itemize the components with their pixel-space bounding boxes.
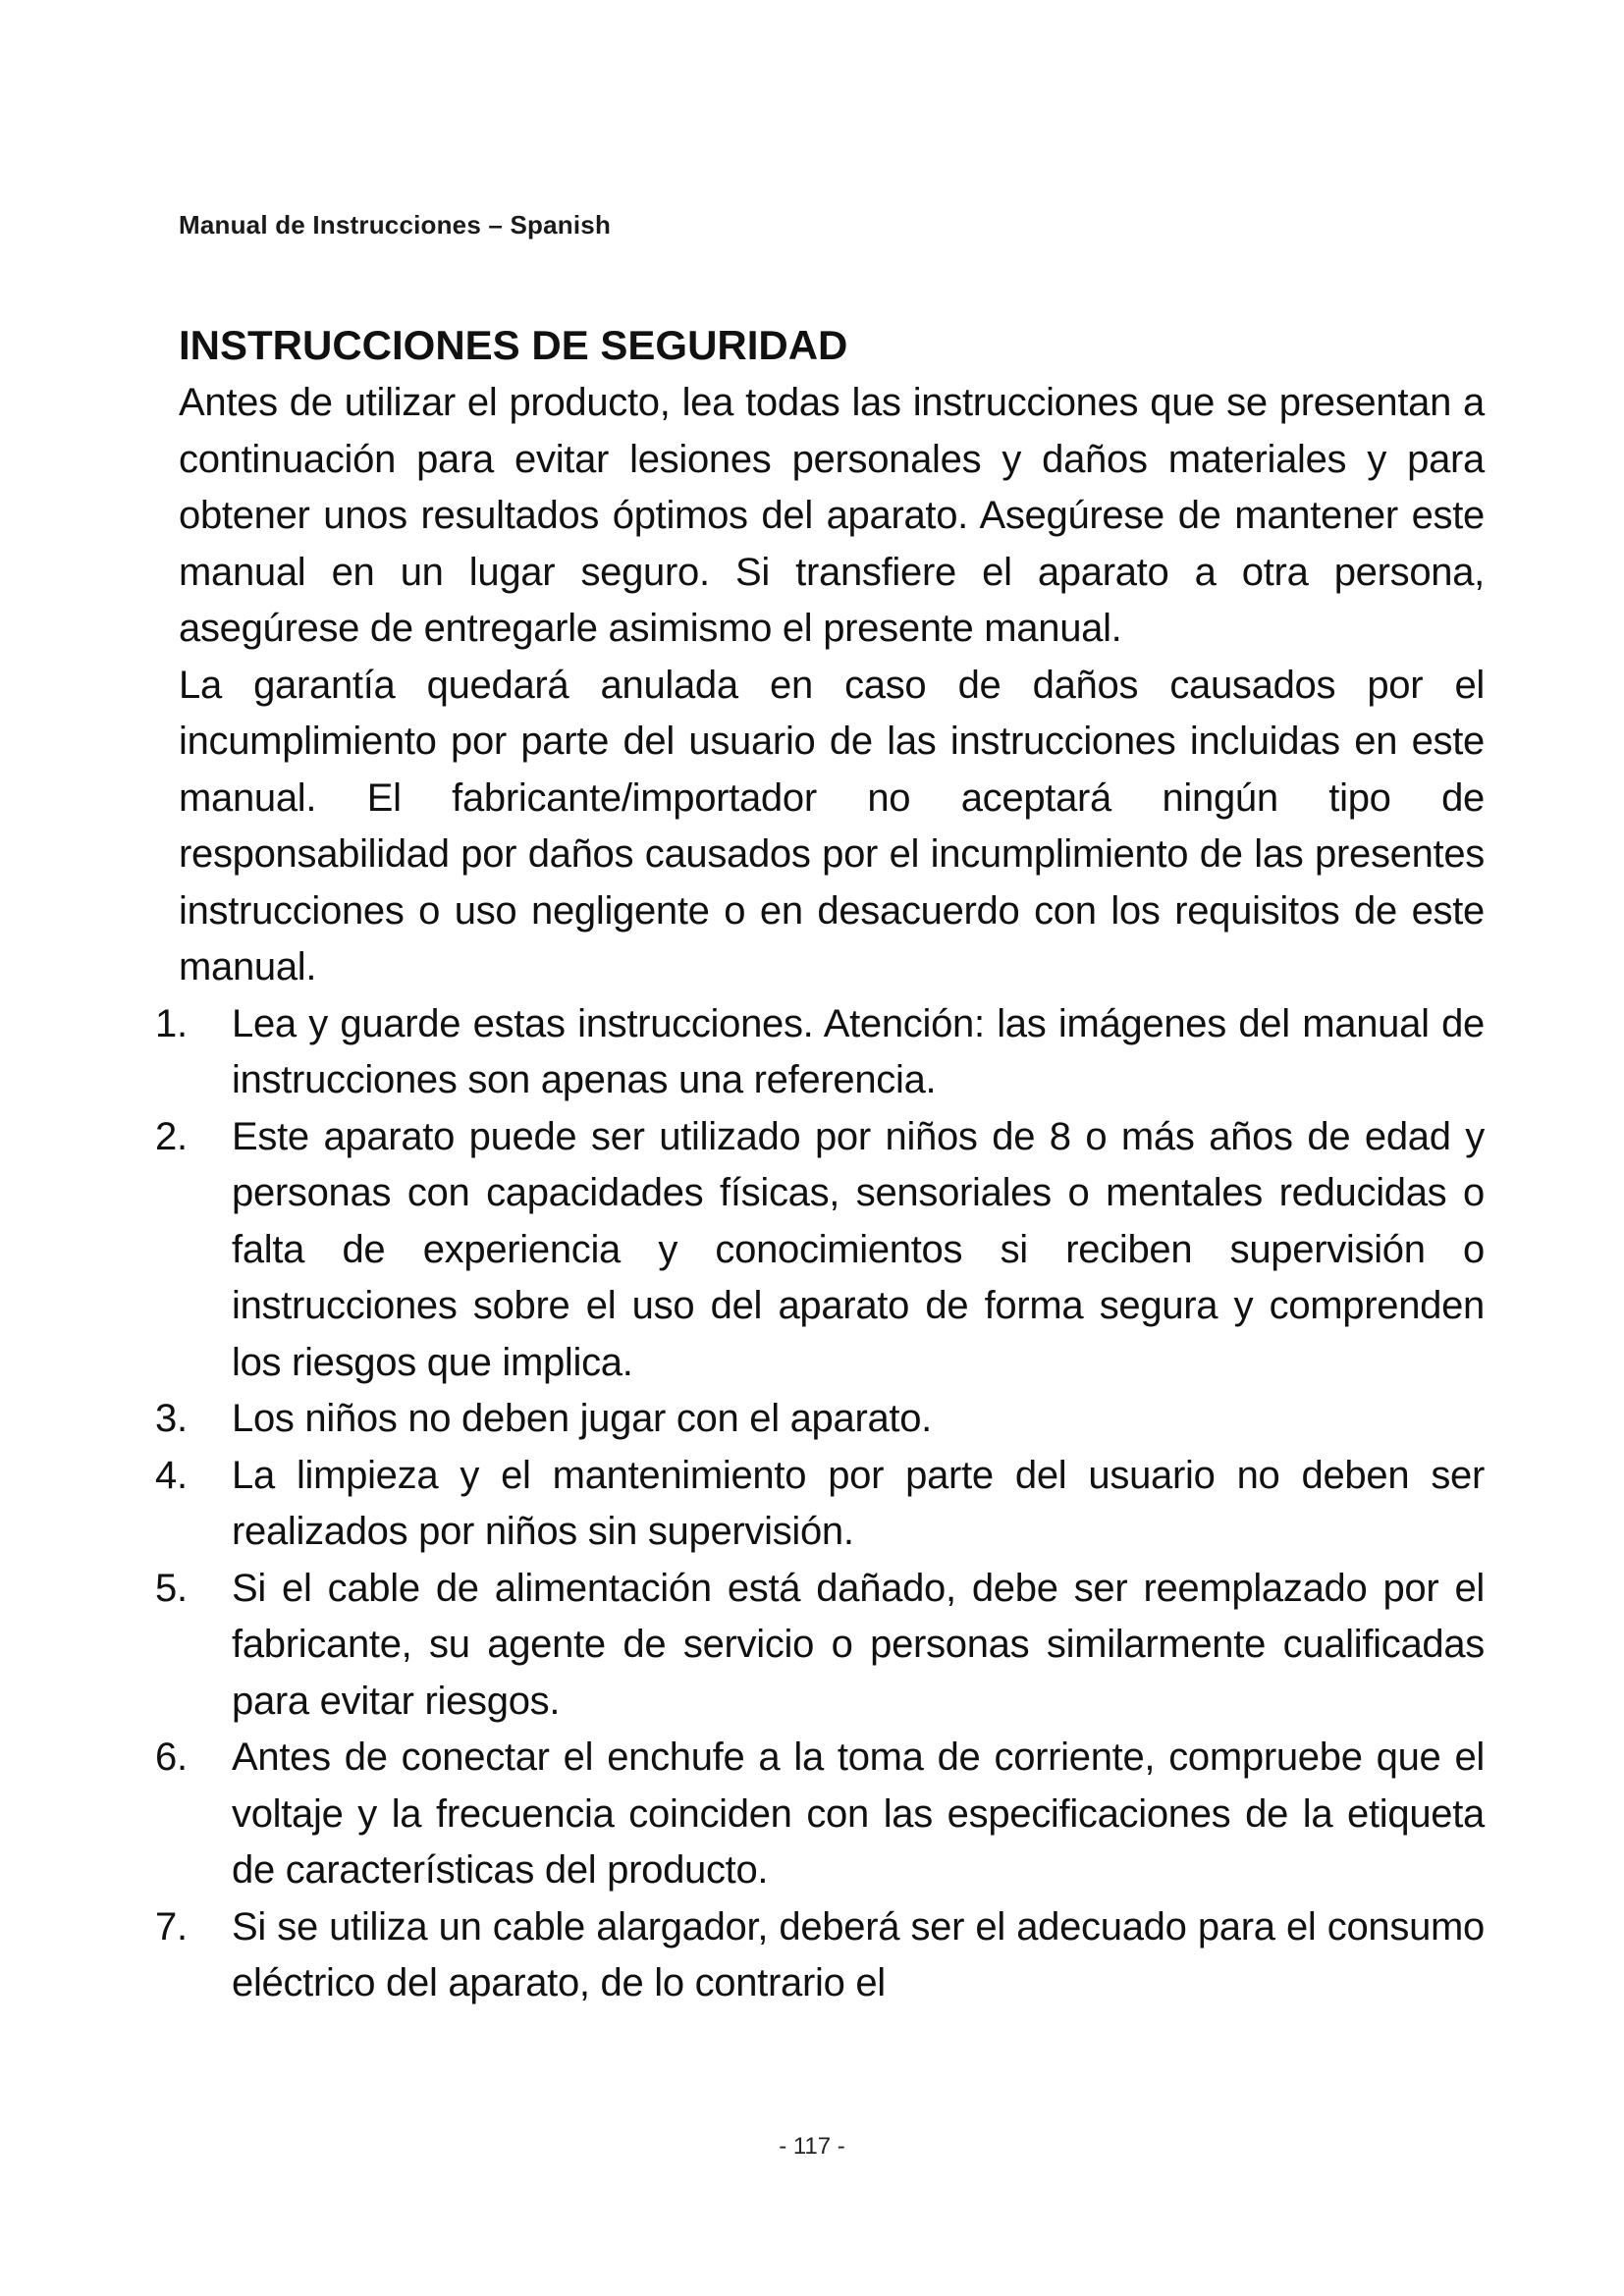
item-text: Si se utiliza un cable alargador, deberá ser el adecuado para el consumo eléctrico del aparato, de lo contrario el [232, 1904, 1485, 2004]
list-item [155, 1730, 1485, 1899]
list-item [155, 1109, 1485, 1392]
item-number: 1. [155, 1001, 188, 1045]
item-text: Si el cable de alimentación está dañado, debe ser reemplazado por el fabricante, su agente de servicio o personas similarmente cualificadas para evitar riesgos. [232, 1566, 1485, 1723]
intro-paragraph: Antes de utilizar el producto, lea todas las instrucciones que se presentan a continuación para evitar lesiones personales y daños materiales y para obtener unos resultados óptimos del aparato. Asegúrese de mantener este manual en un lugar seguro. Si transfiere el aparato a otra persona, asegúrese de entregarle asimismo el presente manual. [179, 381, 1485, 650]
item-number: 3. [155, 1397, 188, 1440]
page-content [155, 316, 1485, 2012]
list-item [155, 1561, 1485, 1731]
item-number: 5. [155, 1566, 188, 1610]
warranty-paragraph: La garantía quedará anulada en caso de daños causados por el incumplimiento por parte del usuario de las instrucciones incluidas en este manual. El fabricante/importador no aceptará ningún tipo de responsabilidad por daños causados por el incumplimiento de las presentes instrucciones o uso negligente o en desacuerdo con los requisitos de este manual. [179, 663, 1485, 988]
page-number: - 117 - [779, 2133, 845, 2160]
item-text: Antes de conectar el enchufe a la toma de corriente, compruebe que el voltaje y la frecuencia coinciden con las especificaciones de la etiqueta de características del producto. [232, 1735, 1485, 1892]
item-text: Los niños no deben jugar con el aparato. [232, 1397, 932, 1440]
item-number: 4. [155, 1453, 188, 1497]
section-title: INSTRUCCIONES DE SEGURIDAD [179, 322, 848, 368]
list-item [155, 1899, 1485, 2012]
item-text: La limpieza y el mantenimiento por parte del usuario no deben ser realizados por niños sin supervisión. [232, 1453, 1485, 1553]
list-item [155, 1448, 1485, 1561]
item-text: Este aparato puede ser utilizado por niños de 8 o más años de edad y personas con capacidades físicas, sensoriales o mentales reducidas o falta de experiencia y conocimientos si reciben supervisión o instrucciones sobre el uso del aparato de forma segura y comprenden los riesgos que implica. [232, 1114, 1485, 1384]
item-number: 6. [155, 1735, 188, 1779]
running-header: Manual de Instrucciones – Spanish [179, 210, 612, 240]
item-text: Lea y guarde estas instrucciones. Atención: las imágenes del manual de instrucciones son apenas una referencia. [232, 1001, 1485, 1101]
list-item [155, 1391, 1485, 1448]
list-item [155, 996, 1485, 1109]
item-number: 2. [155, 1114, 188, 1158]
safety-instructions-list [155, 996, 1485, 2012]
item-number: 7. [155, 1904, 188, 1949]
